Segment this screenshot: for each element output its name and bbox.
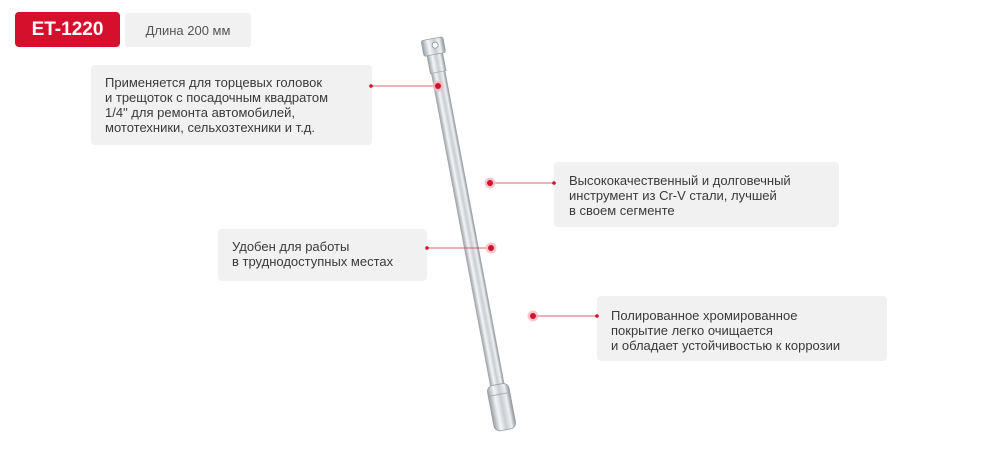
callout-material: Высококачественный и долговечный инструмент из Cr-V стали, лучшей в своем сегменте [554, 162, 839, 227]
marker-dot-1 [435, 83, 441, 89]
marker-dot-4 [530, 313, 536, 319]
callout-coating: Полированное хромированное покрытие легко очищается и обладает устойчивостью к коррозии [597, 296, 887, 361]
marker-dot-2 [487, 180, 493, 186]
callout-end-dot-3 [425, 246, 429, 250]
callout-application: Применяется для торцевых головок и трещоток с посадочным квадратом 1/4" для ремонта автомобилей, мототехники, сельхозтехники и т.д. [91, 65, 372, 145]
callout-end-dot-1 [369, 84, 373, 88]
callout-end-dot-2 [552, 181, 556, 185]
length-spec: Длина 200 мм [125, 13, 251, 47]
callout-access: Удобен для работы в труднодоступных местах [218, 229, 427, 281]
model-badge: ET-1220 [15, 12, 120, 47]
callout-end-dot-4 [595, 314, 599, 318]
extension-bar-image [421, 37, 517, 432]
marker-dot-3 [488, 245, 494, 251]
